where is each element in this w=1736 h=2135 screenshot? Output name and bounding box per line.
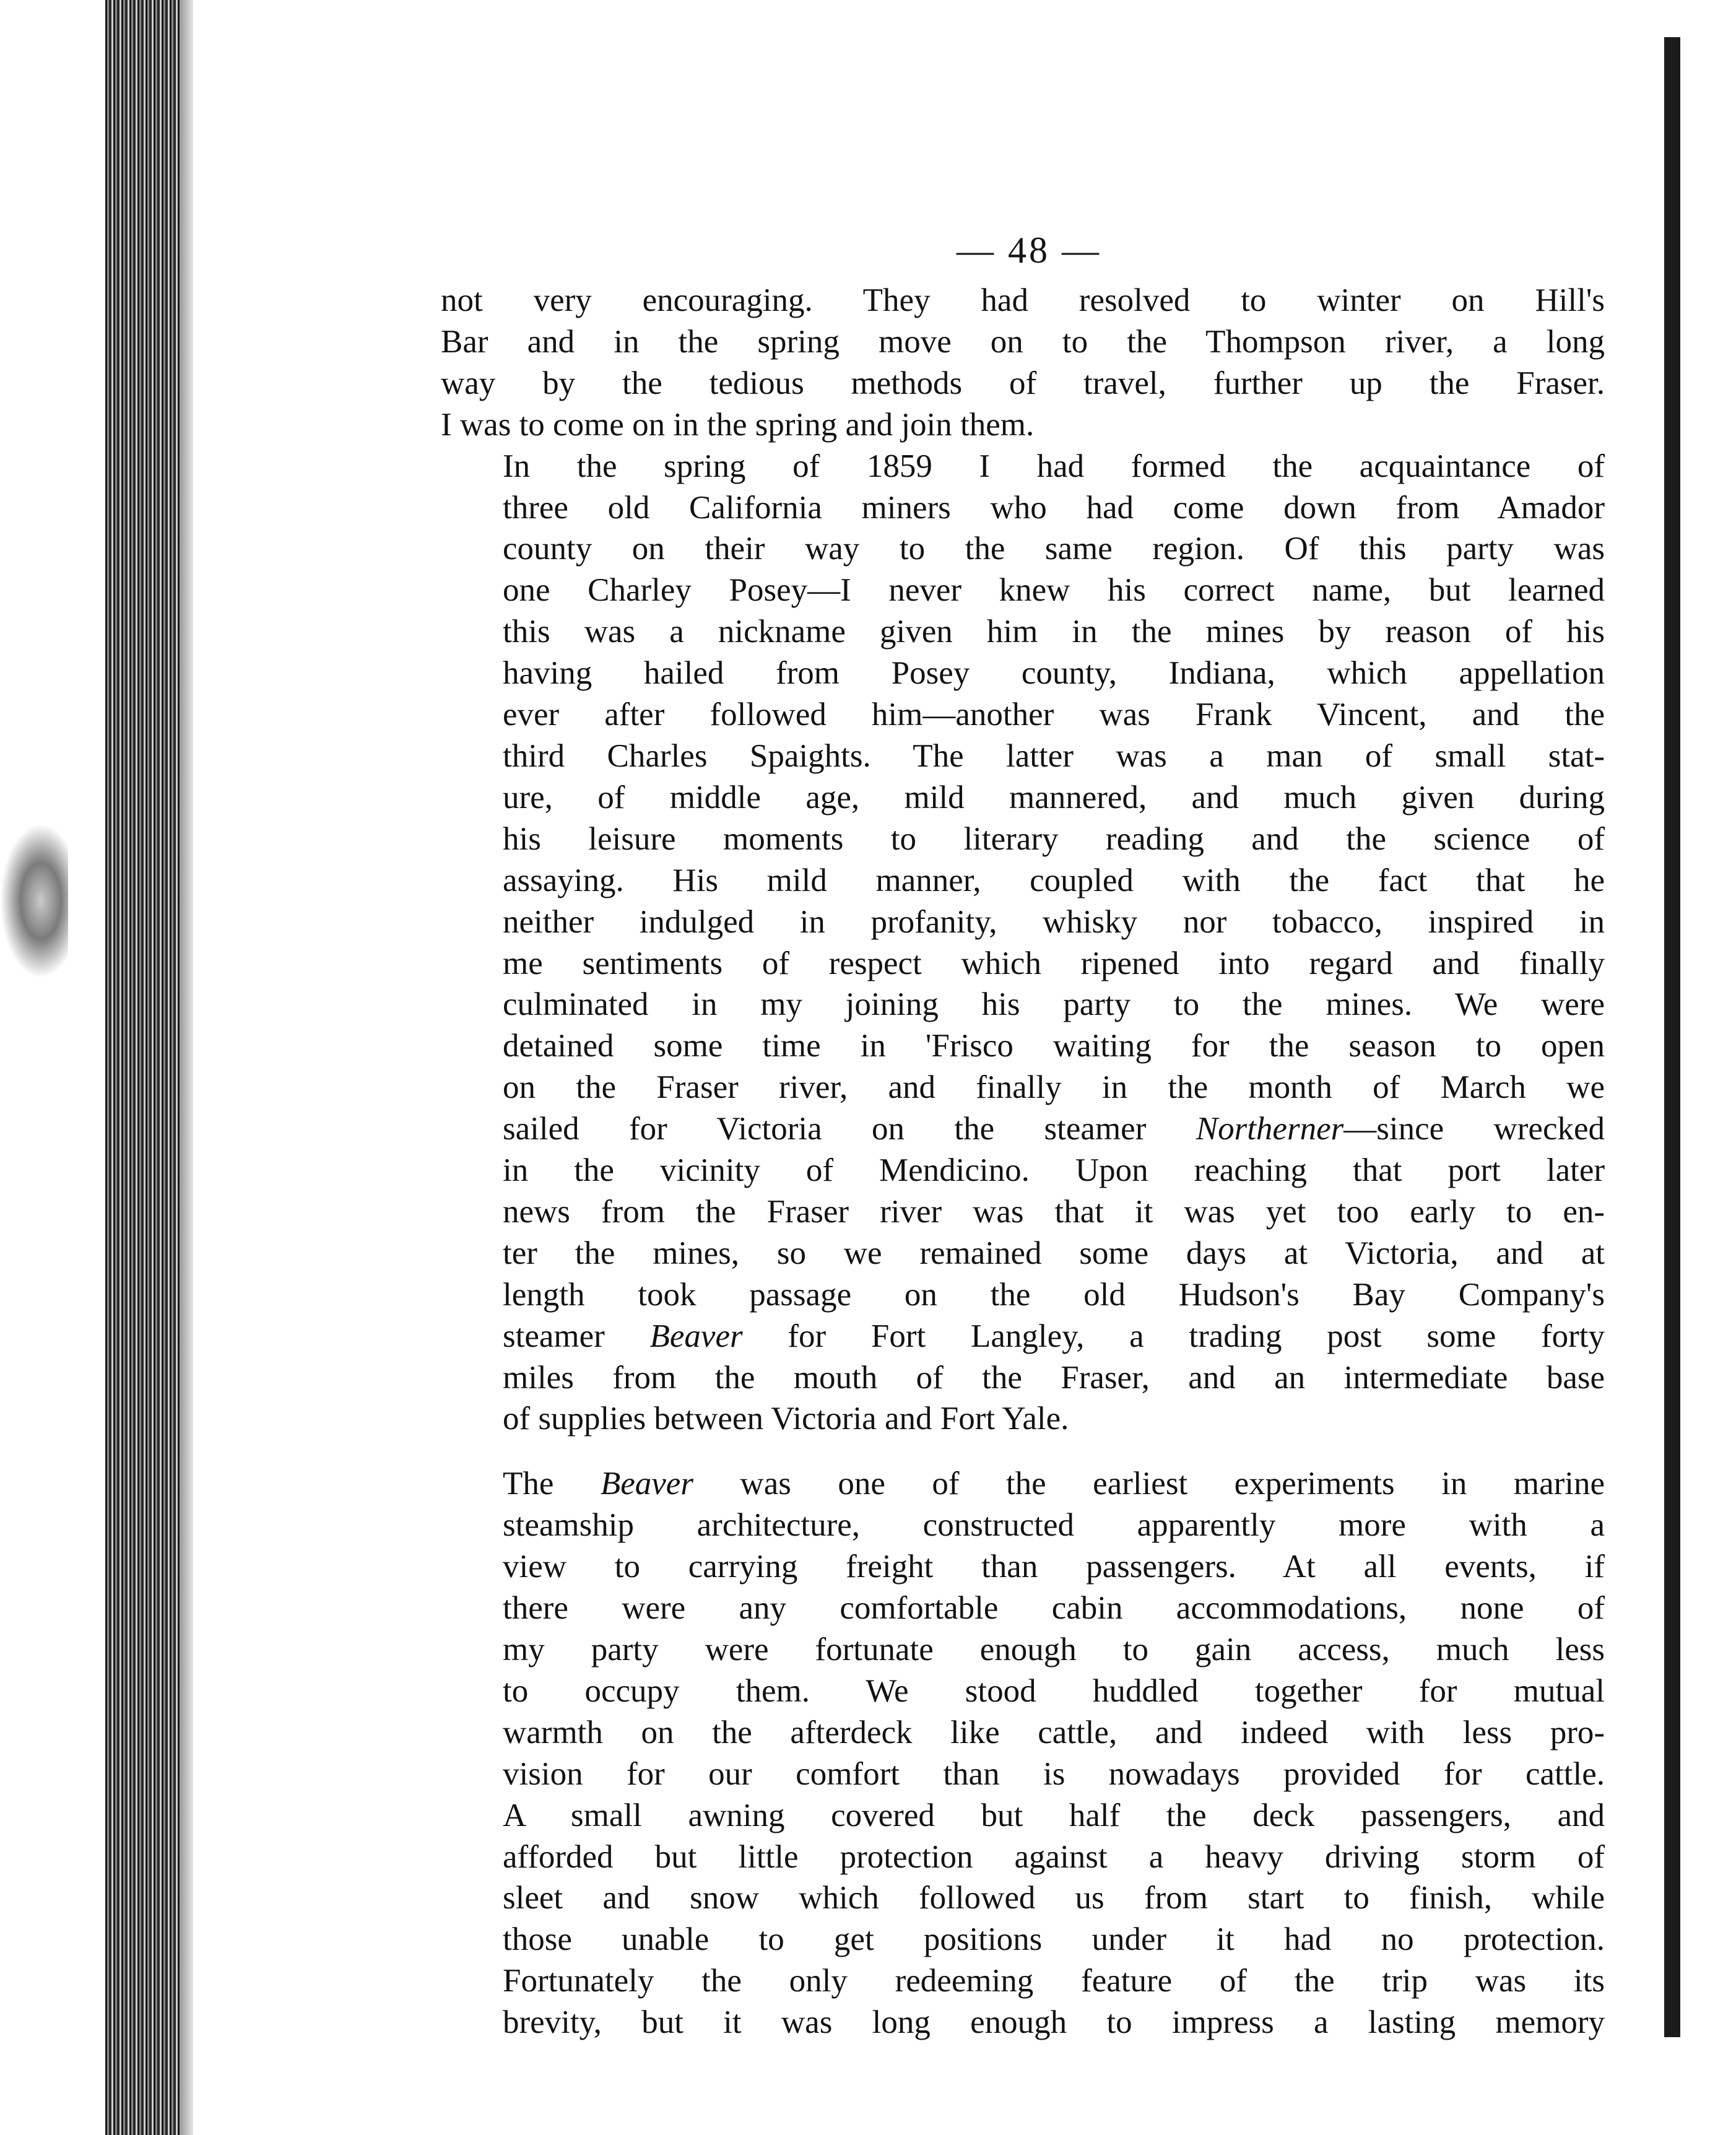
text-line: third Charles Spaights. The latter was a man of small stat- bbox=[503, 737, 1605, 774]
ship-name: Beaver bbox=[649, 1318, 743, 1354]
text-line: view to carrying freight than passengers. At all events, if bbox=[503, 1549, 1605, 1585]
text-line: there were any comfortable cabin accommodations, none of bbox=[503, 1590, 1605, 1627]
text-line: culminated in my joining his party to the mines. We were bbox=[503, 986, 1605, 1023]
facing-page bbox=[1680, 37, 1736, 2037]
text-line: ever after followed him—another was Frank Vincent, and the bbox=[503, 697, 1605, 733]
binding-shadow bbox=[180, 0, 193, 2135]
text-line: ter the mines, so we remained some days at Victoria, and at bbox=[503, 1235, 1605, 1271]
text-segment: The bbox=[503, 1466, 601, 1502]
text-line: steamship architecture, constructed apparently more with a bbox=[503, 1507, 1605, 1544]
facing-page-edge bbox=[1664, 37, 1680, 2037]
text-line: not very encouraging. They had resolved to winter on Hill's bbox=[441, 282, 1605, 318]
book-binding bbox=[105, 0, 180, 2135]
text-line-with-ship bbox=[441, 1463, 1605, 1505]
text-line: Fortunately the only redeeming feature of the trip was its bbox=[503, 1963, 1605, 1999]
text-line: me sentiments of respect which ripened into regard and finally bbox=[503, 945, 1605, 981]
text-line: one Charley Posey—I never knew his correct name, but learned bbox=[503, 572, 1605, 609]
text-line: detained some time in 'Frisco waiting for the season to open bbox=[503, 1028, 1605, 1064]
text-line: on the Fraser river, and finally in the month of March we bbox=[503, 1069, 1605, 1106]
text-segment: —since wrecked bbox=[1343, 1111, 1605, 1147]
text-line: brevity, but it was long enough to impress a lasting memory bbox=[503, 2004, 1605, 2041]
text-line: news from the Fraser river was that it was yet too early to en- bbox=[503, 1193, 1605, 1230]
book-page bbox=[193, 0, 1664, 2135]
text-line-with-ship bbox=[441, 1108, 1605, 1150]
text-line: A small awning covered but half the deck passengers, and bbox=[503, 1797, 1605, 1833]
text-line: way by the tedious methods of travel, further up the Fraser. bbox=[441, 365, 1605, 401]
text-line: In the spring of 1859 I had formed the acquaintance of bbox=[503, 448, 1605, 484]
paragraph-1 bbox=[441, 280, 1605, 446]
text-line: having hailed from Posey county, Indiana, which appellation bbox=[503, 655, 1605, 692]
text-line: in the vicinity of Mendicino. Upon reaching that port later bbox=[503, 1152, 1605, 1189]
paragraph-3 bbox=[441, 1463, 1605, 2043]
text-line: warmth on the afterdeck like cattle, and indeed with less pro- bbox=[503, 1714, 1605, 1750]
text-line: miles from the mouth of the Fraser, and an intermediate base bbox=[503, 1359, 1605, 1396]
text-line: those unable to get positions under it had no protection. bbox=[503, 1921, 1605, 1958]
text-line: of supplies between Victoria and Fort Yale. bbox=[503, 1401, 1069, 1437]
text-line: assaying. His mild manner, coupled with the fact that he bbox=[503, 862, 1605, 898]
text-line: ure, of middle age, mild mannered, and much given during bbox=[503, 779, 1605, 815]
text-line: length took passage on the old Hudson's Bay Company's bbox=[503, 1276, 1605, 1313]
text-line: this was a nickname given him in the mines by reason of his bbox=[503, 614, 1605, 650]
text-segment: was one of the earliest experiments in marine bbox=[693, 1466, 1605, 1502]
ship-name: Beaver bbox=[600, 1466, 693, 1502]
text-line: to occupy them. We stood huddled together for mutual bbox=[503, 1672, 1605, 1709]
text-segment: steamer bbox=[503, 1318, 650, 1354]
ship-name: Northerner bbox=[1196, 1111, 1344, 1147]
text-line: sleet and snow which followed us from start to finish, while bbox=[503, 1880, 1605, 1916]
text-line: vision for our comfort than is nowadays provided for cattle. bbox=[503, 1755, 1605, 1792]
text-line: my party were fortunate enough to gain access, much less bbox=[503, 1632, 1605, 1668]
paragraph-2 bbox=[441, 446, 1605, 1440]
text-line: Bar and in the spring move on to the Thompson river, a long bbox=[441, 323, 1605, 360]
text-segment: sailed for Victoria on the steamer bbox=[503, 1111, 1196, 1147]
text-line: county on their way to the same region. Of this party was bbox=[503, 531, 1605, 567]
page-number: — 48 — bbox=[957, 230, 1101, 271]
page-text bbox=[441, 280, 1605, 2043]
text-line: neither indulged in profanity, whisky nor tobacco, inspired in bbox=[503, 903, 1605, 940]
text-line: three old California miners who had come down from Amador bbox=[503, 489, 1605, 526]
text-line: his leisure moments to literary reading and the science of bbox=[503, 820, 1605, 857]
text-segment: for Fort Langley, a trading post some forty bbox=[742, 1318, 1605, 1354]
text-line: afforded but little protection against a heavy driving storm of bbox=[503, 1838, 1605, 1875]
torn-page-fragment bbox=[0, 824, 68, 978]
text-line: I was to come on in the spring and join them. bbox=[441, 406, 1035, 443]
text-line-with-ship bbox=[441, 1316, 1605, 1357]
